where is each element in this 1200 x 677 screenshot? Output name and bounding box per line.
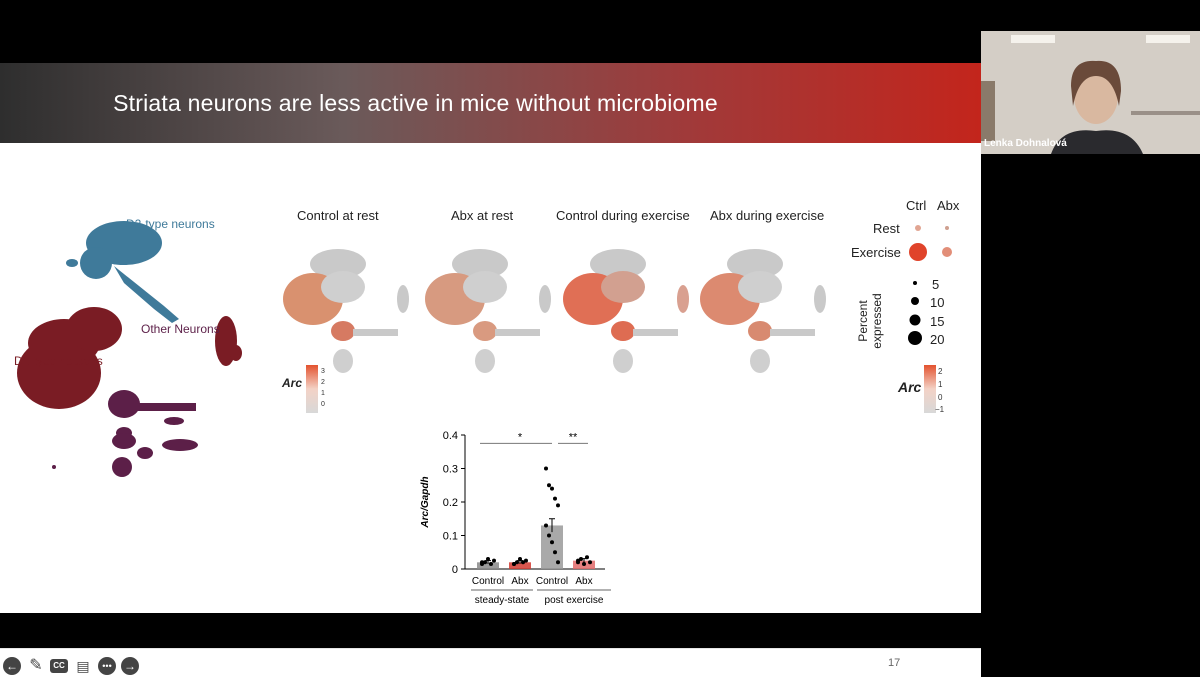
umap-panel-3 — [700, 239, 840, 379]
y-tick-label: 0.1 — [442, 530, 458, 543]
size-val-1: 10 — [930, 295, 945, 310]
d2-cluster — [66, 221, 179, 323]
arc-legend-right-tick-1: 1 — [938, 380, 943, 389]
panel-title-2: Control during exercise — [556, 208, 690, 223]
data-point — [486, 557, 490, 561]
y-axis-label: Arc/Gapdh — [420, 476, 431, 528]
data-point — [480, 560, 484, 564]
data-point — [544, 523, 548, 527]
data-point — [585, 555, 589, 559]
data-point — [556, 560, 560, 564]
slide-title: Striata neurons are less active in mice without microbiome — [113, 90, 718, 116]
presentation-toolbar — [0, 648, 981, 677]
webcam-tile[interactable] — [981, 31, 1200, 154]
dot-col-abx: Abx — [937, 198, 960, 213]
group-label-post-exercise: post exercise — [544, 595, 604, 606]
data-point — [588, 560, 592, 564]
size-title-2: expressed — [870, 293, 884, 349]
size-val-2: 15 — [930, 314, 945, 329]
arc-legend-right-tick-3: −1 — [935, 405, 945, 414]
dot-plot-dots — [900, 218, 960, 268]
dot-col-ctrl: Ctrl — [906, 198, 927, 213]
arc-legend-right-tick-2: 0 — [938, 393, 943, 402]
other-cluster — [108, 390, 196, 439]
group-label-steady-state: steady-state — [474, 595, 530, 606]
data-point — [489, 562, 493, 566]
panel-title-0: Control at rest — [297, 208, 379, 223]
y-tick-label: 0.4 — [442, 430, 458, 442]
y-tick-label: 0.2 — [442, 497, 458, 509]
cc-icon[interactable]: CC — [50, 659, 68, 673]
slide — [0, 63, 981, 674]
sig-label-2: ** — [568, 431, 578, 444]
umap-panel-1 — [425, 239, 565, 379]
data-point — [576, 559, 580, 563]
x-tick-label: Abx — [511, 576, 529, 587]
arc-legend-left-tick-0: 3 — [321, 368, 325, 375]
y-tick-label: 0.3 — [442, 463, 458, 476]
x-tick-label: Control — [535, 576, 569, 587]
size-val-0: 5 — [932, 277, 940, 292]
dot-row-exercise: Exercise — [851, 245, 901, 260]
data-point — [518, 557, 522, 561]
arc-legend-left-tick-1: 2 — [321, 379, 325, 386]
camera-icon[interactable]: ▤ — [76, 658, 90, 674]
x-tick-label: Control — [471, 576, 505, 587]
data-point — [550, 487, 554, 491]
y-tick-label: 0 — [451, 564, 458, 576]
umap-panel-2 — [563, 239, 703, 379]
arc-legend-left-tick-3: 0 — [321, 401, 325, 408]
umap-label-d2: D2-type neurons — [126, 217, 215, 231]
data-point — [524, 559, 528, 563]
data-point — [512, 562, 516, 566]
page-number: 17 — [888, 657, 901, 669]
data-point — [544, 467, 548, 471]
data-point — [550, 540, 554, 544]
dot-row-rest: Rest — [873, 221, 900, 236]
arc-gapdh-bar-chart — [410, 385, 620, 606]
arc-legend-left-tick-2: 1 — [321, 390, 325, 397]
main-umap — [14, 211, 254, 431]
data-point — [582, 562, 586, 566]
umap-label-d1: D1-type neurons — [14, 354, 103, 368]
size-legend-title — [856, 291, 884, 351]
umap-panel-0 — [283, 239, 423, 379]
data-point — [556, 503, 560, 507]
size-title-1: Percent — [856, 300, 870, 342]
size-legend-dots — [905, 275, 925, 345]
data-point — [492, 559, 496, 563]
pen-icon[interactable]: ✎ — [29, 657, 43, 674]
forward-arrow-icon[interactable]: → — [121, 657, 139, 675]
arc-legend-left-bar — [306, 365, 318, 413]
arc-legend-right-tick-0: 2 — [938, 367, 943, 376]
panel-title-3: Abx during exercise — [710, 208, 825, 223]
data-point — [547, 483, 551, 487]
arc-legend-right-label: Arc — [898, 379, 922, 395]
umap-label-other: Other Neurons — [141, 322, 220, 336]
more-icon[interactable]: ••• — [98, 657, 116, 675]
data-point — [553, 497, 557, 501]
webcam-video — [981, 31, 1200, 154]
x-tick-label: Abx — [575, 576, 593, 587]
arc-legend-left-label: Arc — [282, 376, 303, 390]
back-arrow-icon[interactable]: ← — [3, 657, 21, 675]
main-umap-lower — [20, 433, 260, 493]
data-point — [553, 550, 557, 554]
speaker-name: Lenka Dohnalová — [984, 138, 1067, 149]
panel-title-1: Abx at rest — [451, 208, 514, 223]
data-point — [547, 534, 551, 538]
sig-label-1: * — [517, 431, 523, 444]
size-val-3: 20 — [930, 332, 945, 347]
